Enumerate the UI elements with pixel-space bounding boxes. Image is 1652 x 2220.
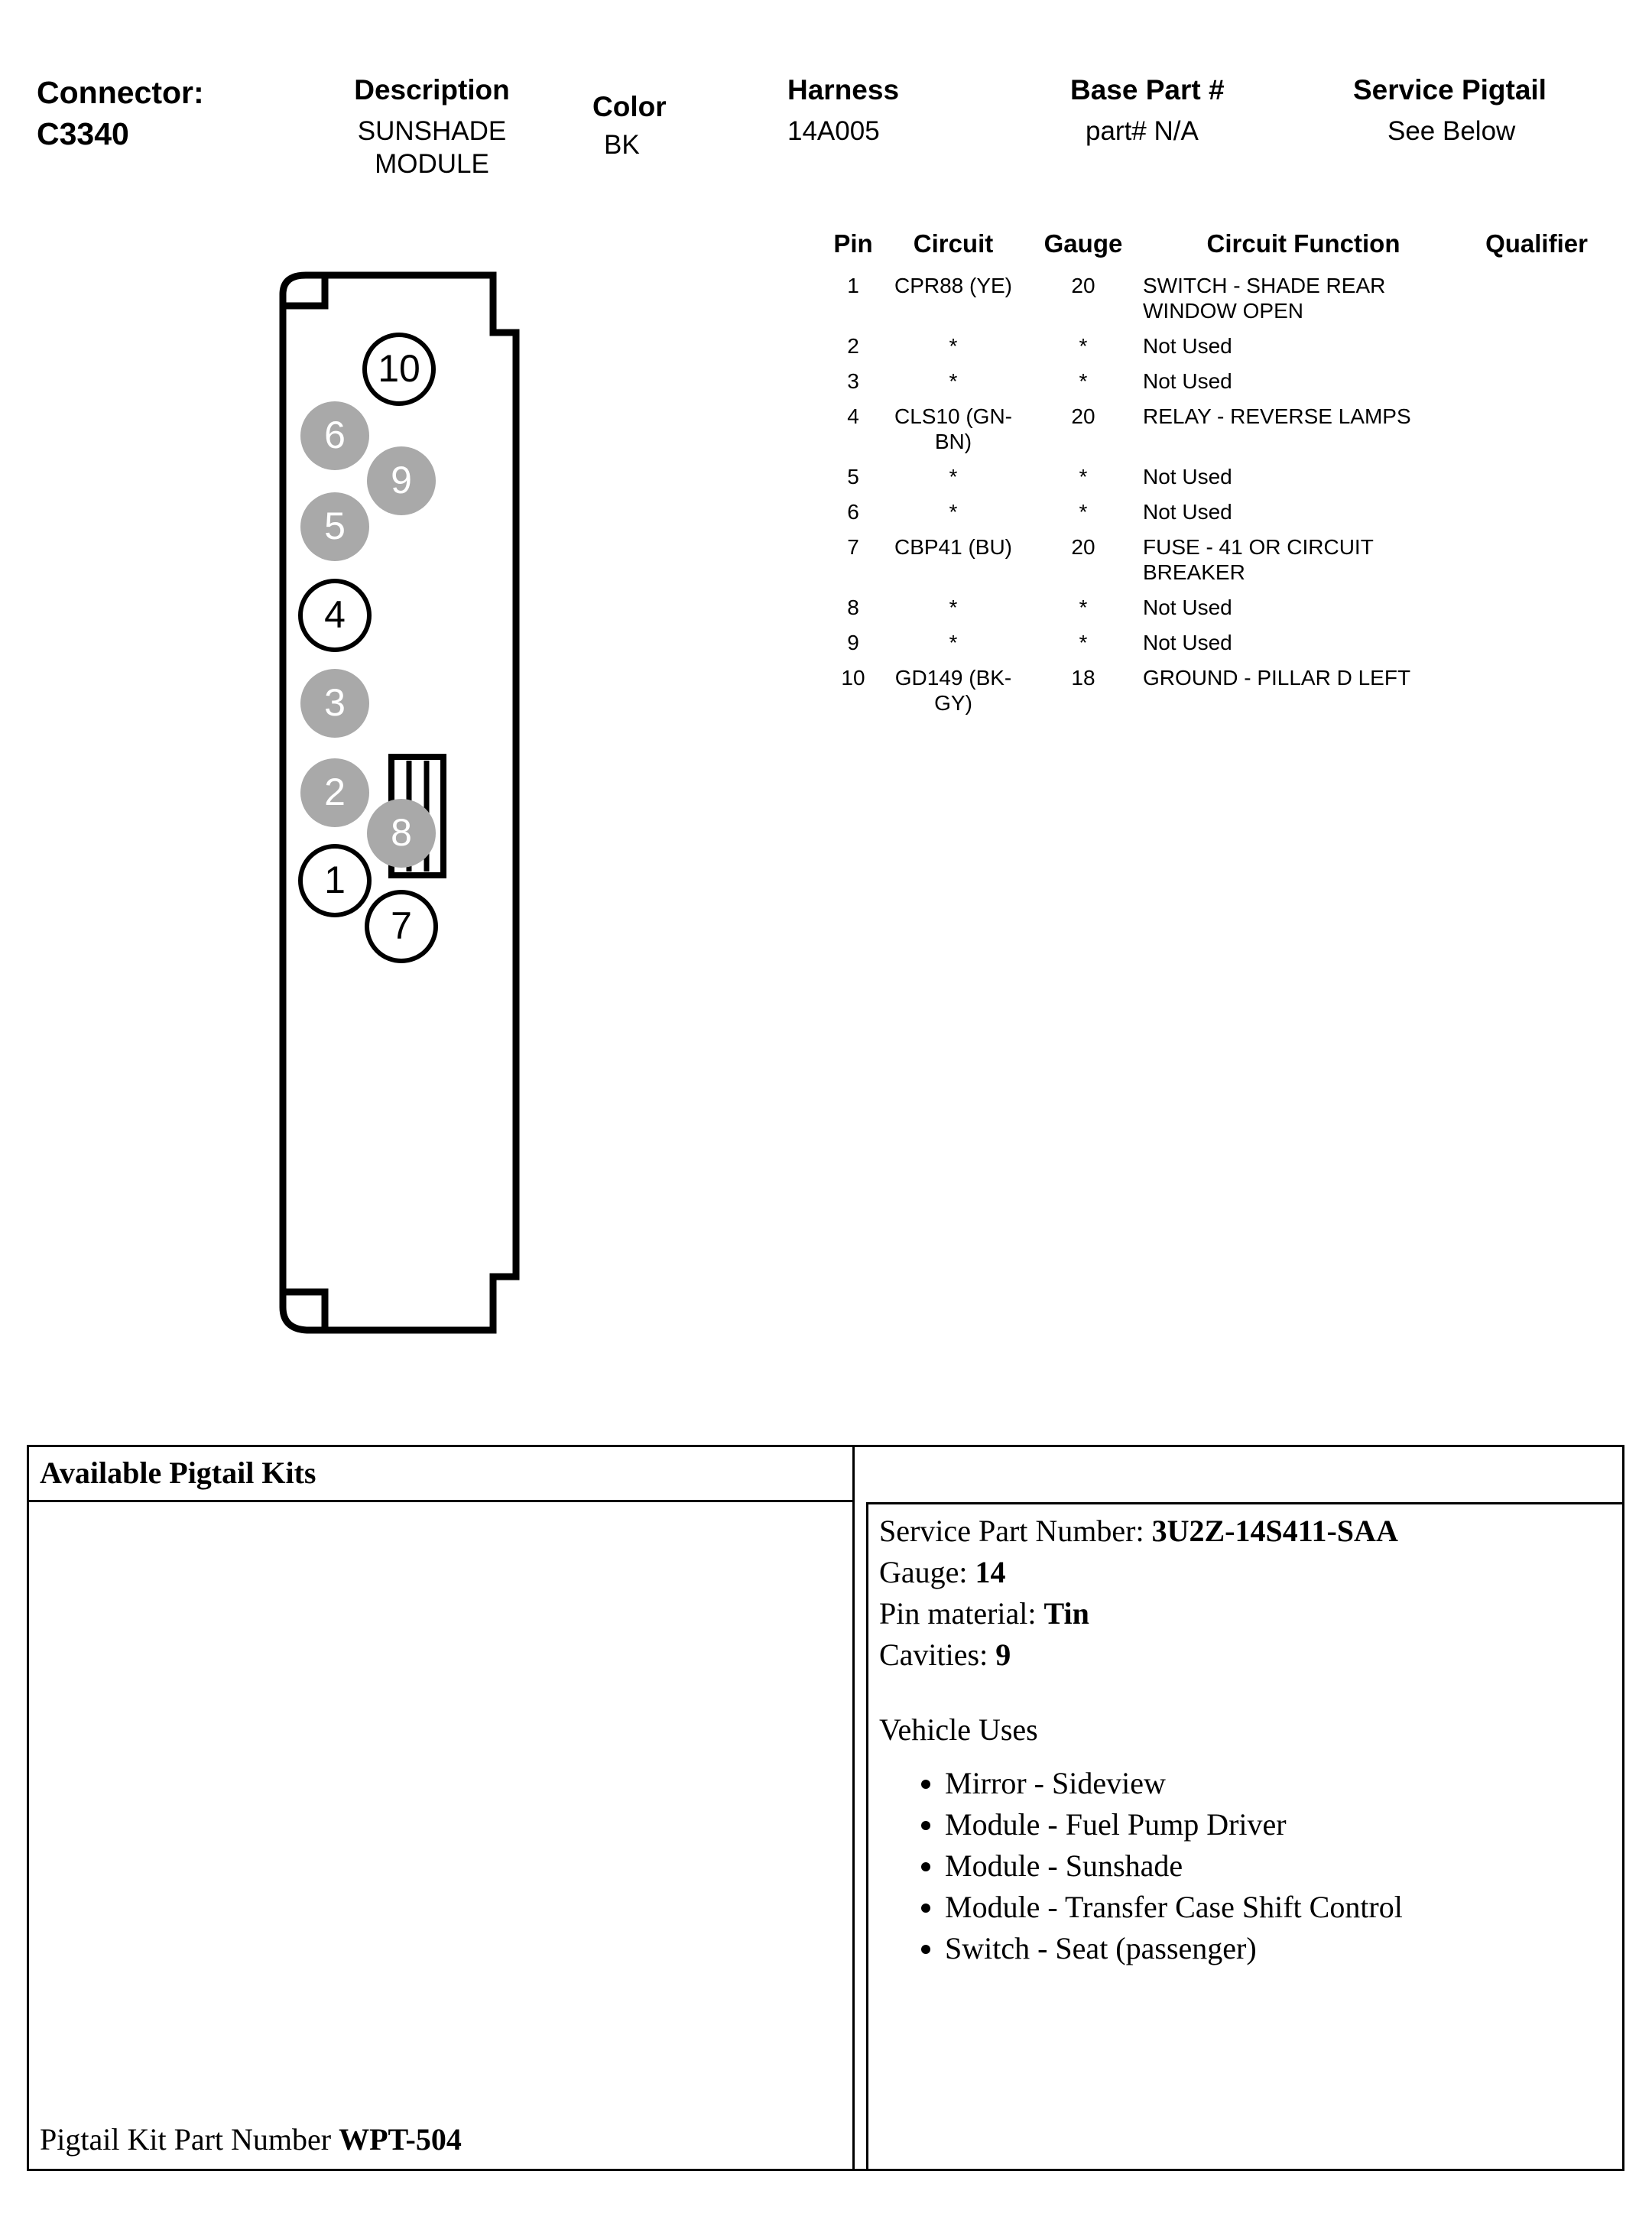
pin-material-label: Pin material: bbox=[879, 1596, 1037, 1631]
list-item: • Module - Fuel Pump Driver bbox=[945, 1804, 1623, 1845]
cell-pin: 10 bbox=[841, 666, 865, 690]
pigtail-cavities-label: Cavities: bbox=[879, 1637, 988, 1672]
service-part-number-label: Service Part Number: bbox=[879, 1514, 1144, 1548]
cavity-label-6: 6 bbox=[324, 414, 346, 456]
pigtail-cavities-value: 9 bbox=[995, 1637, 1011, 1672]
cell-qualifier bbox=[1464, 366, 1609, 401]
cell-gauge: 20 bbox=[1071, 535, 1095, 559]
connector-id: C3340 bbox=[37, 116, 129, 151]
cell-circuit: * bbox=[949, 465, 958, 488]
cell-pin: 7 bbox=[847, 535, 859, 559]
pigtail-kit-part-number bbox=[40, 2121, 462, 2157]
table-row bbox=[829, 366, 1609, 401]
color-label: Color bbox=[592, 91, 667, 122]
description-label: Description bbox=[354, 74, 510, 105]
table-row bbox=[829, 331, 1609, 366]
service-part-number-value: 3U2Z-14S411-SAA bbox=[1151, 1514, 1398, 1548]
cell-circuit-function: Not Used bbox=[1143, 631, 1232, 654]
cell-pin: 8 bbox=[847, 596, 859, 619]
cell-qualifier bbox=[1464, 592, 1609, 628]
list-item: • Module - Transfer Case Shift Control bbox=[945, 1887, 1623, 1928]
pin-material-row bbox=[879, 1593, 1623, 1634]
cell-gauge: * bbox=[1079, 596, 1088, 619]
harness-label: Harness bbox=[787, 74, 900, 105]
table-row bbox=[829, 401, 1609, 462]
cavity-label-8: 8 bbox=[391, 811, 412, 854]
vehicle-uses-list bbox=[879, 1763, 1623, 1969]
cell-circuit: * bbox=[949, 500, 958, 524]
cell-circuit-function: SWITCH - SHADE REAR WINDOW OPEN bbox=[1143, 274, 1386, 323]
column-header-gauge: Gauge bbox=[1043, 229, 1123, 258]
color-value: BK bbox=[604, 130, 640, 160]
cell-circuit: * bbox=[949, 631, 958, 654]
base-part-label: Base Part # bbox=[1070, 74, 1225, 105]
page-header bbox=[0, 31, 1652, 179]
column-header-pin: Pin bbox=[833, 229, 873, 258]
table-row bbox=[829, 532, 1609, 592]
pigtail-gauge-row bbox=[879, 1552, 1623, 1593]
cell-qualifier bbox=[1464, 271, 1609, 331]
cell-circuit-function: Not Used bbox=[1143, 500, 1232, 524]
pigtail-gauge-value: 14 bbox=[975, 1555, 1006, 1589]
cavity-label-4: 4 bbox=[324, 593, 346, 636]
cell-circuit: CPR88 (YE) bbox=[894, 274, 1013, 297]
cell-circuit-function: Not Used bbox=[1143, 369, 1232, 393]
vehicle-uses-heading: Vehicle Uses bbox=[879, 1712, 1038, 1747]
cell-circuit: * bbox=[949, 596, 958, 619]
table-row bbox=[829, 628, 1609, 663]
list-item: • Switch - Seat (passenger) bbox=[945, 1928, 1623, 1969]
cell-qualifier bbox=[1464, 663, 1609, 723]
pin-table bbox=[829, 229, 1609, 723]
harness-value: 14A005 bbox=[787, 116, 880, 146]
table-row bbox=[829, 462, 1609, 497]
cell-pin: 2 bbox=[847, 334, 859, 358]
table-row bbox=[829, 592, 1609, 628]
cell-qualifier bbox=[1464, 331, 1609, 366]
cell-gauge: 20 bbox=[1071, 274, 1095, 297]
connector-face-diagram bbox=[252, 260, 619, 1384]
available-pigtail-kits-section bbox=[27, 1445, 1624, 2171]
cell-gauge: 20 bbox=[1071, 404, 1095, 428]
table-row bbox=[829, 497, 1609, 532]
cell-pin: 3 bbox=[847, 369, 859, 393]
cell-circuit: GD149 (BK-GY) bbox=[894, 666, 1012, 715]
cell-qualifier bbox=[1464, 497, 1609, 532]
column-header-circuit-function: Circuit Function bbox=[1206, 229, 1400, 258]
service-pigtail-value: See Below bbox=[1387, 116, 1516, 146]
table-row bbox=[829, 271, 1609, 331]
pigtail-kit-image-panel bbox=[29, 1502, 855, 2171]
cell-qualifier bbox=[1464, 628, 1609, 663]
cavity-label-1: 1 bbox=[324, 858, 346, 901]
cell-qualifier bbox=[1464, 462, 1609, 497]
list-item: • Module - Sunshade bbox=[945, 1845, 1623, 1887]
cavity-label-2: 2 bbox=[324, 771, 346, 813]
cell-pin: 4 bbox=[847, 404, 859, 428]
pigtail-section-title: Available Pigtail Kits bbox=[29, 1447, 855, 1502]
cell-pin: 1 bbox=[847, 274, 859, 297]
cell-circuit-function: Not Used bbox=[1143, 596, 1232, 619]
table-row bbox=[829, 663, 1609, 723]
cell-circuit: * bbox=[949, 369, 958, 393]
cell-gauge: * bbox=[1079, 500, 1088, 524]
pigtail-details-panel bbox=[866, 1502, 1623, 2171]
cell-qualifier bbox=[1464, 532, 1609, 592]
description-value: SUNSHADE MODULE bbox=[357, 116, 507, 179]
cell-circuit-function: FUSE - 41 OR CIRCUIT BREAKER bbox=[1143, 535, 1374, 584]
cell-circuit-function: RELAY - REVERSE LAMPS bbox=[1143, 404, 1411, 428]
cell-gauge: * bbox=[1079, 465, 1088, 488]
cell-circuit: CBP41 (BU) bbox=[894, 535, 1013, 559]
cell-gauge: 18 bbox=[1071, 666, 1095, 690]
pin-table-header-row bbox=[829, 229, 1609, 271]
pigtail-kit-part-number-value: WPT-504 bbox=[339, 2122, 462, 2157]
cell-circuit: * bbox=[949, 334, 958, 358]
cell-pin: 9 bbox=[847, 631, 859, 654]
pin-material-value: Tin bbox=[1043, 1596, 1089, 1631]
cell-gauge: * bbox=[1079, 369, 1088, 393]
list-item: • Mirror - Sideview bbox=[945, 1763, 1623, 1804]
connector-label: Connector: bbox=[37, 75, 204, 110]
cavity-label-10: 10 bbox=[378, 347, 420, 390]
pigtail-gauge-label: Gauge: bbox=[879, 1555, 968, 1589]
cell-circuit: CLS10 (GN-BN) bbox=[894, 404, 1013, 453]
column-header-circuit: Circuit bbox=[913, 229, 994, 258]
cavity-label-7: 7 bbox=[391, 904, 412, 947]
cell-pin: 5 bbox=[847, 465, 859, 488]
cell-circuit-function: GROUND - PILLAR D LEFT bbox=[1143, 666, 1411, 690]
cavity-label-3: 3 bbox=[324, 681, 346, 724]
service-pigtail-label: Service Pigtail bbox=[1353, 74, 1547, 105]
pigtail-cavities-row bbox=[879, 1634, 1623, 1676]
cell-circuit-function: Not Used bbox=[1143, 334, 1232, 358]
cell-circuit-function: Not Used bbox=[1143, 465, 1232, 488]
pigtail-kit-part-number-label: Pigtail Kit Part Number bbox=[40, 2122, 332, 2157]
cavity-label-5: 5 bbox=[324, 505, 346, 547]
cavity-label-9: 9 bbox=[391, 459, 412, 501]
base-part-value: part# N/A bbox=[1086, 116, 1199, 146]
cell-gauge: * bbox=[1079, 631, 1088, 654]
cell-pin: 6 bbox=[847, 500, 859, 524]
column-header-qualifier: Qualifier bbox=[1485, 229, 1588, 258]
cell-gauge: * bbox=[1079, 334, 1088, 358]
service-part-number-row bbox=[879, 1511, 1623, 1552]
cell-qualifier bbox=[1464, 401, 1609, 462]
